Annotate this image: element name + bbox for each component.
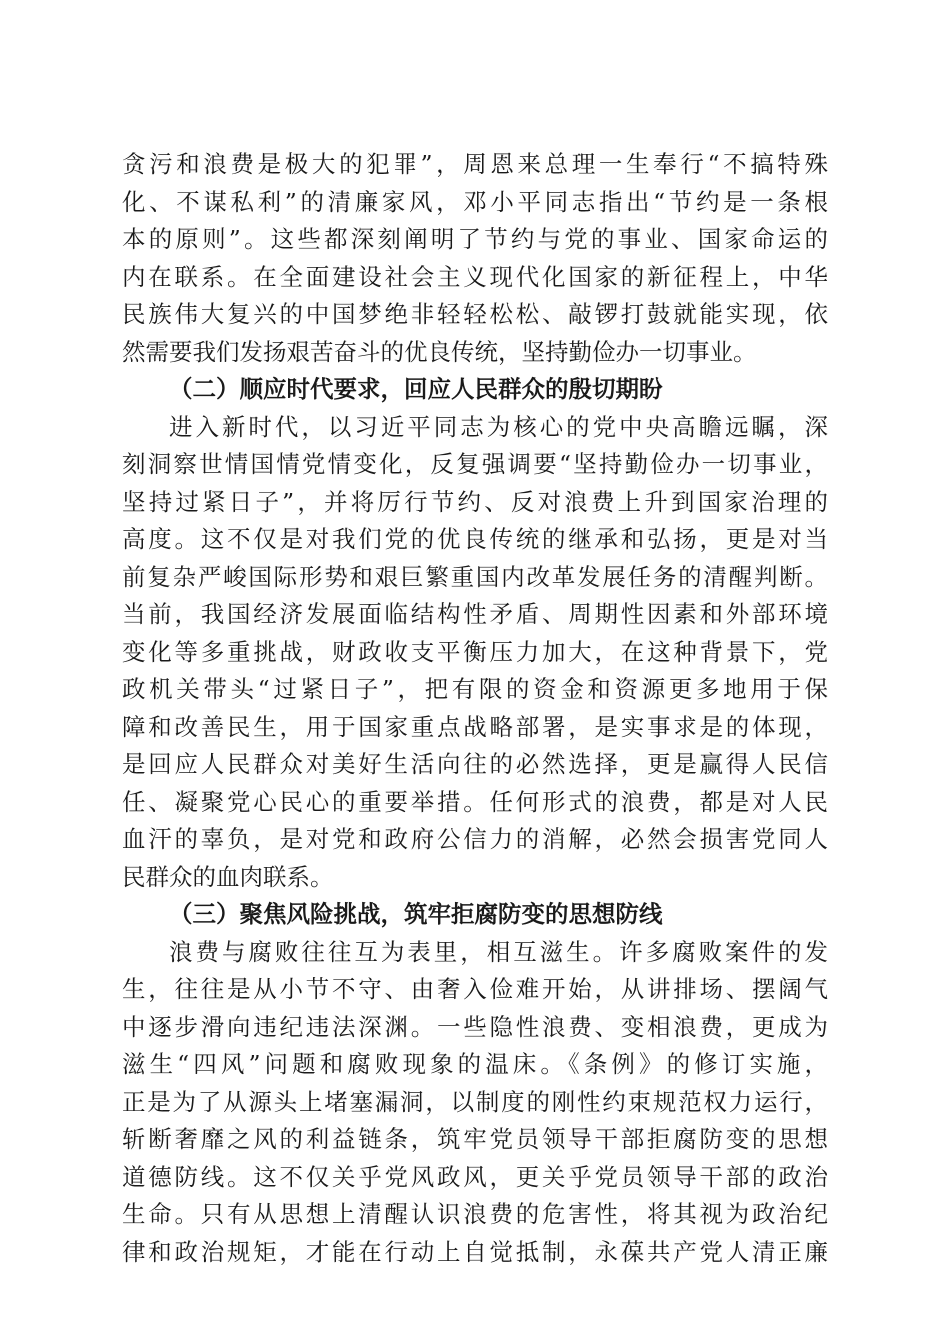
text-line: 斩断奢靡之风的利益链条，筑牢党员领导干部拒腐防变的思想 (122, 1125, 828, 1153)
text-line: 民群众的血肉联系。 (122, 862, 334, 891)
text-line: 道德防线。这不仅关乎党风政风，更关乎党员领导干部的政治 (122, 1162, 828, 1191)
text-line: 浪费与腐败往往互为表里，相互滋生。许多腐败案件的发 (169, 937, 828, 966)
text-line: 是回应人民群众对美好生活向往的必然选择，更是赢得人民信 (122, 750, 828, 778)
text-line: 变化等多重挑战，财政收支平衡压力加大，在这种背景下，党 (122, 637, 828, 666)
section-heading-3: （三）聚焦风险挑战，筑牢拒腐防变的思想防线 (169, 900, 663, 928)
text-line: 政机关带头“过紧日子”，把有限的资金和资源更多地用于保 (122, 675, 828, 703)
document-body (122, 146, 828, 1271)
text-line: 坚持过紧日子”，并将厉行节约、反对浪费上升到国家治理的 (122, 487, 828, 516)
text-line: 民族伟大复兴的中国梦绝非轻轻松松、敲锣打鼓就能实现，依 (122, 300, 828, 328)
text-line: 刻洞察世情国情党情变化，反复强调要“坚持勤俭办一切事业， (122, 450, 828, 478)
text-line: 血汗的辜负，是对党和政府公信力的消解，必然会损害党同人 (122, 825, 828, 853)
text-line: 然需要我们发扬艰苦奋斗的优良传统，坚持勤俭办一切事业。 (122, 337, 757, 366)
text-line: 进入新时代，以习近平同志为核心的党中央高瞻远瞩，深 (169, 412, 828, 441)
text-line: 内在联系。在全面建设社会主义现代化国家的新征程上，中华 (122, 262, 828, 291)
text-line: 化、不谋私利”的清廉家风，邓小平同志指出“节约是一条根 (122, 187, 828, 216)
text-line: 贪污和浪费是极大的犯罪”，周恩来总理一生奉行“不搞特殊 (122, 150, 828, 178)
text-line: 任、凝聚党心民心的重要举措。任何形式的浪费，都是对人民 (122, 787, 828, 816)
paragraph-2 (122, 409, 828, 897)
text-line: 高度。这不仅是对我们党的优良传统的继承和弘扬，更是对当 (122, 525, 828, 553)
text-line: 当前，我国经济发展面临结构性矛盾、周期性因素和外部环境 (122, 600, 828, 628)
text-line: 障和改善民生，用于国家重点战略部署，是实事求是的体现， (122, 712, 828, 741)
text-line: 本的原则”。这些都深刻阐明了节约与党的事业、国家命运的 (122, 225, 828, 253)
text-line: 生，往往是从小节不守、由奢入俭难开始，从讲排场、摆阔气 (122, 975, 828, 1003)
text-line: 中逐步滑向违纪违法深渊。一些隐性浪费、变相浪费，更成为 (122, 1012, 828, 1041)
paragraph-3 (122, 934, 828, 1272)
text-line: 律和政治规矩，才能在行动上自觉抵制，永葆共产党人清正廉 (122, 1237, 828, 1266)
section-heading-2: （二）顺应时代要求，回应人民群众的殷切期盼 (169, 375, 663, 403)
text-line: 前复杂严峻国际形势和艰巨繁重国内改革发展任务的清醒判断。 (122, 562, 828, 591)
paragraph-1 (122, 146, 828, 371)
text-line: 生命。只有从思想上清醒认识浪费的危害性，将其视为政治纪 (122, 1200, 828, 1228)
text-line: 正是为了从源头上堵塞漏洞，以制度的刚性约束规范权力运行， (122, 1087, 828, 1116)
text-line: 滋生“四风”问题和腐败现象的温床。《条例》的修订实施， (122, 1050, 828, 1078)
